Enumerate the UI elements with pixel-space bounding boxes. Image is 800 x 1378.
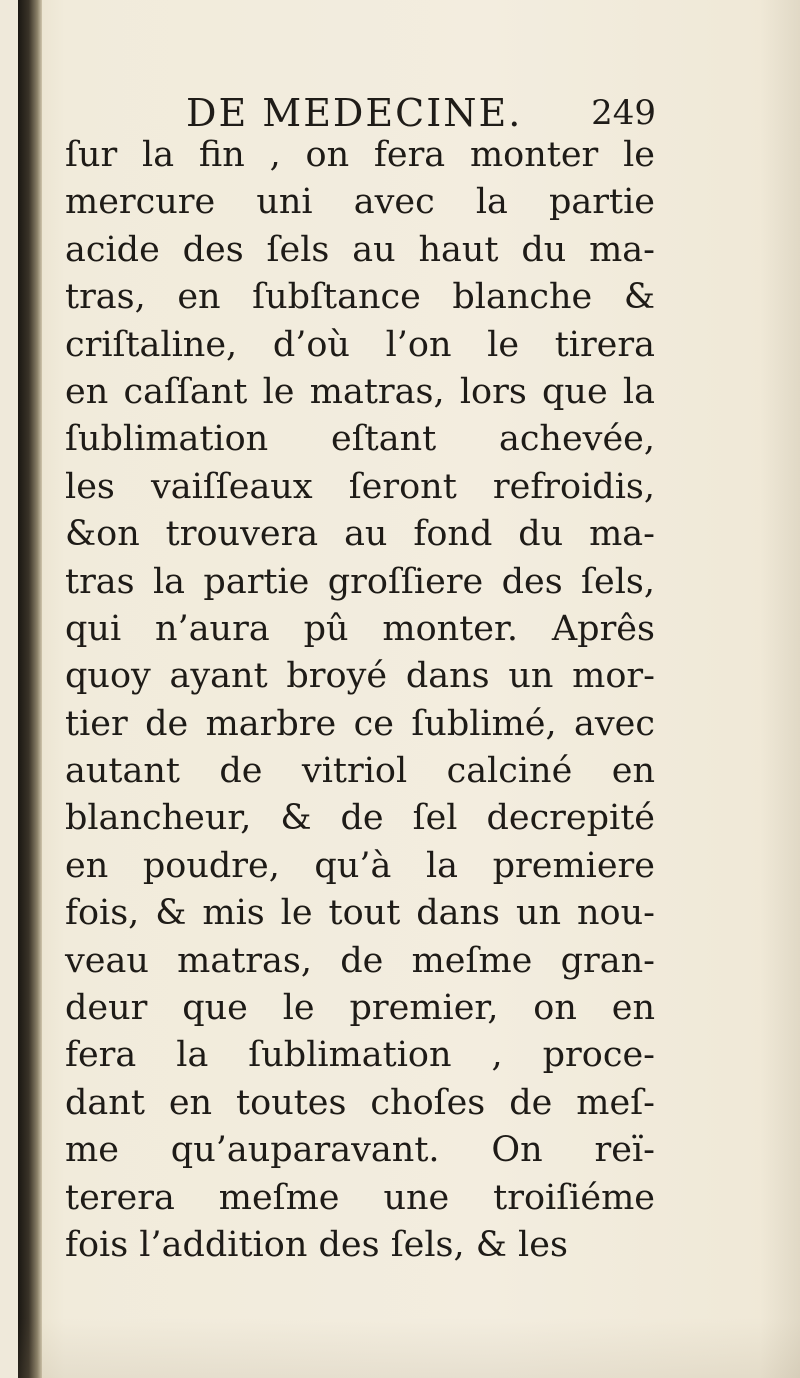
text-line: &on trouvera au fond du ma- (65, 514, 655, 555)
body-text (65, 132, 655, 1269)
text-line: criſtaline, d’où l’on le tirera (65, 324, 655, 365)
book-spine (18, 0, 42, 1378)
page-bottom-shadow (18, 1318, 800, 1378)
page-edge-shadow (760, 0, 800, 1378)
text-line: fois, & mis le tout dans un nou- (65, 893, 655, 934)
page-header (186, 88, 656, 138)
text-line: fera la ſublimation , proce- (65, 1035, 655, 1076)
text-line: les vaiſſeaux ſeront refroidis, (65, 466, 655, 507)
page-number: 249 (591, 93, 656, 133)
text-line: mercure uni avec la partie (65, 182, 655, 223)
text-line: quoy ayant broyé dans un mor- (65, 656, 655, 697)
text-line: blancheur, & de ſel decrepité (65, 798, 655, 839)
book-page (18, 0, 800, 1378)
running-title: DE MEDECINE. (186, 91, 523, 135)
text-line: ſur la fin , on fera monter le (65, 135, 655, 175)
text-line: tras la partie groſſiere des ſels, (65, 561, 655, 602)
text-line: veau matras, de meſme gran- (65, 940, 655, 981)
text-line: en caſſant le matras, lors que la (65, 371, 655, 412)
text-line: me qu’auparavant. On reï- (65, 1130, 655, 1171)
text-line: terera meſme une troiſiéme (65, 1177, 655, 1218)
text-line: autant de vitriol calciné en (65, 751, 655, 792)
text-line: tras, en ſubſtance blanche & (65, 277, 655, 318)
text-line: dant en toutes choſes de meſ- (65, 1082, 655, 1123)
text-line: deur que le premier, on en (65, 988, 655, 1029)
text-line: fois l’addition des ſels, & les (65, 1224, 568, 1265)
text-line: en poudre, qu’à la premiere (65, 845, 655, 886)
text-line: qui n’aura pû monter. Aprês (65, 608, 655, 649)
text-line: acide des ſels au haut du ma- (65, 229, 655, 270)
text-line: tier de marbre ce ſublimé, avec (65, 703, 655, 744)
text-line: ſublimation eſtant achevée, (65, 419, 655, 460)
